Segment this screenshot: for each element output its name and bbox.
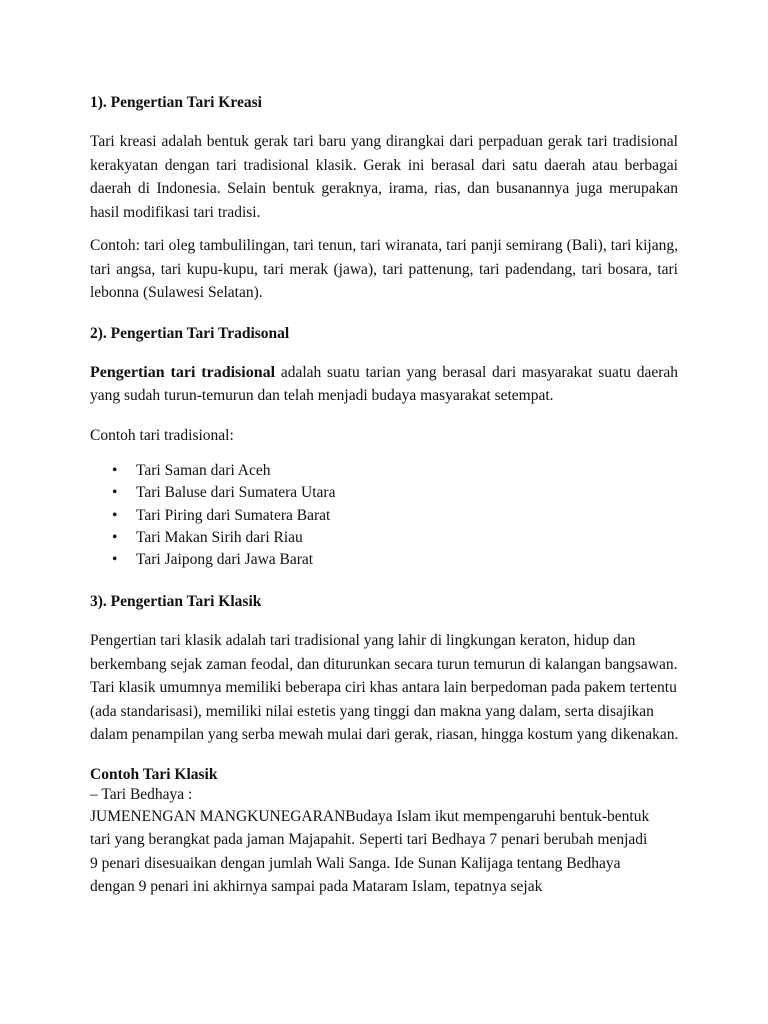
paragraph-tari-kreasi: Tari kreasi adalah bentuk gerak tari baru yang dirangkai dari perpaduan gerak tari tradisional kerakyatan dengan tari tradisional klasik. Gerak ini berasal dari satu daerah atau berbagai daerah di Indonesia. Selain bentuk geraknya, irama, rias, dan busanannya juga merupakan hasil modifikasi tari tradisi. — [90, 133, 678, 221]
list-item: • Tari Baluse dari Sumatera Utara — [90, 482, 678, 504]
list-tari-tradisional — [90, 460, 678, 571]
term-tari-tradisional: Pengertian tari tradisional — [90, 363, 276, 381]
bullet-icon: • — [112, 506, 118, 524]
heading-tari-kreasi: 1). Pengertian Tari Kreasi — [90, 94, 262, 111]
document-content — [90, 92, 678, 899]
bullet-icon: • — [112, 528, 118, 546]
bullet-icon: • — [112, 484, 118, 502]
contoh-tari-tradisional-intro: Contoh tari tradisional: — [90, 426, 234, 444]
paragraph-contoh-tari-kreasi: Contoh: tari oleg tambulilingan, tari tenun, tari wiranata, tari panji semirang (Bali), tari kijang, tari angsa, tari kupu-kupu, tari merak (jawa), tari pattenung, tari padendang, tari bosara, tari lebonna (Sulawesi Selatan). — [90, 237, 678, 301]
heading-tari-klasik: 3). Pengertian Tari Klasik — [90, 593, 262, 611]
list-item: • Tari Saman dari Aceh — [90, 460, 678, 482]
heading-tari-tradisional: 2). Pengertian Tari Tradisonal — [90, 324, 290, 342]
list-item: • Tari Makan Sirih dari Riau — [90, 527, 678, 549]
definition-tari-tradisional: adalah suatu tarian yang berasal dari masyarakat suatu daerah yang sudah turun-temurun dan telah menjadi budaya masyarakat setempat. — [90, 363, 678, 404]
paragraph-tari-bedhaya: JUMENENGAN MANGKUNEGARANBudaya Islam ikut mempengaruhi bentuk-bentuk tari yang berangkat pada jaman Majapahit. Seperti tari Bedhaya 7 penari berubah menjadi 9 penari disesuaikan dengan jumlah Wali Sanga. Ide Sunan Kalijaga tentang Bedhaya dengan 9 penari ini akhirnya sampai pada Mataram Islam, tepatnya sejak — [90, 807, 650, 896]
list-item: • Tari Jaipong dari Jawa Barat — [90, 549, 678, 571]
list-item: • Tari Piring dari Sumatera Barat — [90, 505, 678, 527]
bullet-icon: • — [112, 551, 118, 569]
paragraph-tari-tradisional — [90, 361, 678, 408]
heading-contoh-tari-klasik: Contoh Tari Klasik — [90, 765, 218, 783]
subheading-tari-bedhaya: – Tari Bedhaya : — [90, 785, 193, 803]
paragraph-tari-klasik: Pengertian tari klasik adalah tari tradisional yang lahir di lingkungan keraton, hidup dan berkembang sejak zaman feodal, dan diturunkan secara turun temurun di kalangan bangsawan. Tari klasik umumnya memiliki beberapa ciri khas antara lain berpedoman pada pakem tertentu (ada standarisasi), memiliki nilai estetis yang tinggi dan makna yang dalam, serta disajikan dalam penampilan yang serba mewah mulai dari gerak, riasan, hingga kostum yang dikenakan. — [90, 632, 679, 744]
bullet-icon: • — [112, 462, 118, 479]
